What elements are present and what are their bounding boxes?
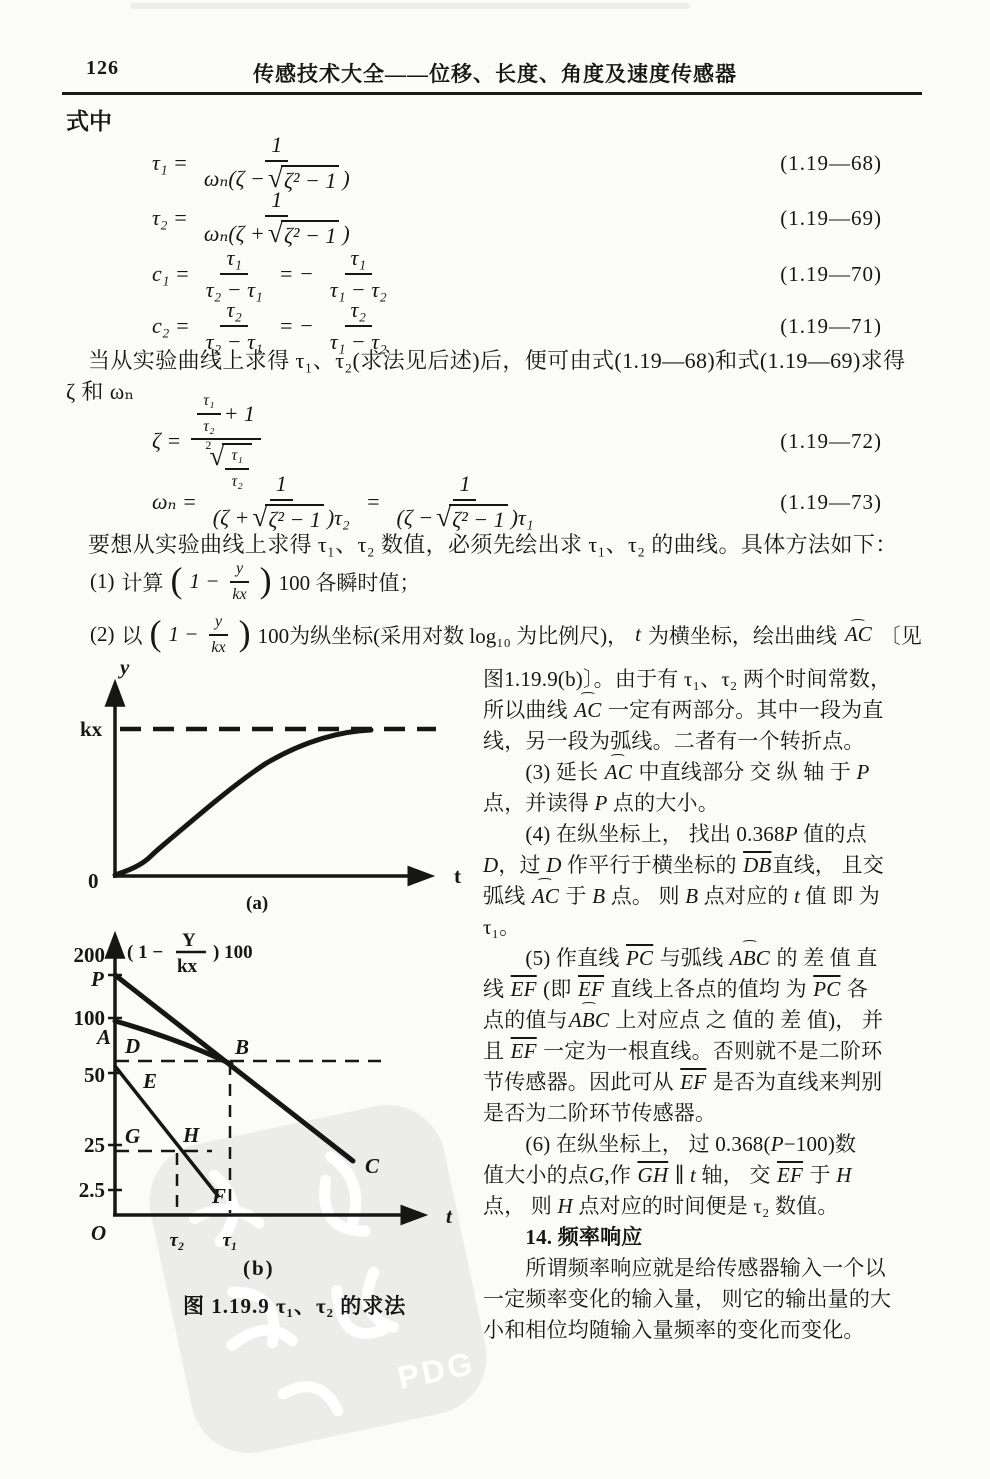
fig-b-tau1-label: τ₁ xyxy=(222,1230,238,1251)
equation-1-19-70: c₁ = $\frac{\text{τ₁}}{\text{τ₂ − τ₁}}$ = − $\frac{\text{τ₁}}{\text{τ₁ − τ₂}}$ (1.19—70) xyxy=(152,245,882,303)
fig-b-point-A: A xyxy=(97,1025,112,1049)
fig-b-point-C: C xyxy=(365,1154,380,1178)
fig-b-origin-O: O xyxy=(91,1221,107,1245)
eq70-number: (1.19—70) xyxy=(780,261,882,286)
paragraph-zeta-omega: ζ 和 ωₙ xyxy=(66,379,135,404)
fig-a-response-curve xyxy=(115,730,371,875)
eq69-number: (1.19—69) xyxy=(780,205,882,230)
fig-b-tick-2-5: 2.5 xyxy=(78,1178,105,1202)
fig-a-caption: (a) xyxy=(246,893,269,914)
text-line: 线 $\overline{EF}$ (即 $\overline{EF}$ 直线上各点的值均 为 $\overline{PC}$ 各 xyxy=(483,977,869,1001)
text-line: 所以曲线 ⌢ AC 一定有两部分。其中一段为直 xyxy=(483,695,948,726)
fig-b-pc-line xyxy=(115,975,353,1161)
fig-b-tick-200: 200 xyxy=(73,943,105,967)
fig-a-kx-label: kx xyxy=(80,717,103,741)
text-line: 一定频率变化的输入量， 则它的输出量的大 xyxy=(483,1287,892,1311)
wherein-label: 式中 xyxy=(66,109,112,134)
fig-b-tick-25: 25 xyxy=(84,1133,105,1157)
fig-b-formula-denominator: kx xyxy=(177,956,198,977)
eq68-lhs: τ₁ = xyxy=(152,150,188,176)
fig-b-t-label: t xyxy=(446,1204,452,1228)
eq73-lhs: ωₙ = xyxy=(152,489,197,515)
text-line: 值大小的点G,作 $\overline{GH}$ ∥ t 轴， 交 $\overline{EF}$ 于 H xyxy=(483,1163,852,1187)
eq72-fraction: τ₁ τ₂ + 1 2 √ $\frac{\text{τ₁}}{\text{τ₂}}$ xyxy=(191,392,261,490)
text-line: D，过 D 作平行于横坐标的 $\overline{DB}$直线， 且交 xyxy=(483,853,884,877)
fig-b-point-P: P xyxy=(91,967,104,991)
text-line: 点的值与⌢ ABC 上对应点 之 值的 差 值)， 并 xyxy=(483,1005,948,1036)
fig-a-origin-label: 0 xyxy=(88,869,99,893)
fig-b-point-B: B xyxy=(235,1035,250,1059)
fig-b-point-H: H xyxy=(183,1123,200,1147)
eq73-number: (1.19—73) xyxy=(780,489,882,514)
text-line: 且 $\overline{EF}$ 一定为一根直线。否则就不是二阶环 xyxy=(483,1039,883,1063)
fig-b-tau2-label: τ₂ xyxy=(169,1230,185,1251)
text-line: (3) 延长 ⌢ AC 中直线部分 交 纵 轴 于 P xyxy=(483,757,948,788)
text-line: 14. 频率响应 xyxy=(483,1225,643,1249)
text-line: 所谓频率响应就是给传感器输入一个以 xyxy=(483,1256,886,1280)
paragraph-tau-found: 当从实验曲线上求得 τ₁、τ₂(求法见后述)后，便可由式(1.19—68)和式(1.19—69)求得 xyxy=(88,348,906,373)
fig-a-y-label: y xyxy=(120,655,130,679)
text-line: (4) 在纵坐标上， 找出 0.368P 值的点 xyxy=(483,822,867,846)
text-line: 点，并读得 P 点的大小。 xyxy=(483,791,719,815)
figure-b-plot xyxy=(55,916,487,1256)
equation-1-19-71: c₂ = $\frac{\text{τ₂}}{\text{τ₂ − τ₁}}$ = − $\frac{\text{τ₂}}{\text{τ₁ − τ₂}}$ (1.19—71) xyxy=(152,297,882,355)
text-line: (6) 在纵坐标上， 过 0.368(P−100)数 xyxy=(483,1132,857,1156)
text-line: 线，另一段为弧线。二者有一个转折点。 xyxy=(483,729,865,753)
page-number: 126 xyxy=(86,57,119,79)
fig-b-tick-100: 100 xyxy=(73,1006,105,1030)
text-line: 节传感器。因此可从 $\overline{EF}$ 是否为直线来判别 xyxy=(483,1070,883,1094)
eq69-lhs: τ₂ = xyxy=(152,205,188,231)
eq70-lhs: c₁ = xyxy=(152,261,190,287)
eq68-number: (1.19—68) xyxy=(780,150,882,175)
fig-b-point-G: G xyxy=(125,1124,141,1148)
eq68-fraction: 1 ωₙ(ζ − √ ζ² − 1 ) xyxy=(203,132,350,194)
fig-b-formula-numerator: Y xyxy=(182,930,196,951)
eq71-lhs: c₂ = xyxy=(152,313,190,339)
fig-a-t-label: t xyxy=(454,864,461,888)
figure-a-plot xyxy=(58,656,482,914)
header-rule xyxy=(62,92,922,95)
text-line: 弧线 ⌢ AC 于 B 点。 则 B 点对应的 t 值 即 为 xyxy=(483,881,948,912)
equation-1-19-68 xyxy=(152,133,882,193)
fig-b-formula-close: ) 100 xyxy=(213,942,253,963)
fig-b-point-E: E xyxy=(143,1069,158,1093)
figure-caption: 图 1.19.9 τ₁、τ₂ 的求法 xyxy=(183,1294,407,1318)
text-line: (5) 作直线 $\overline{PC}$ 与弧线 ⌢ ABC 的 差 值 直 xyxy=(483,943,948,974)
fig-b-point-D: D xyxy=(125,1034,141,1058)
figure-b-sublabel: (b) xyxy=(243,1256,275,1280)
fig-b-point-F: F xyxy=(212,1184,227,1208)
running-head-title: 传感技术大全——位移、长度、角度及速度传感器 xyxy=(253,62,737,86)
equation-1-19-69 xyxy=(152,188,882,248)
eq72-number: (1.19—72) xyxy=(780,428,882,453)
eq69-fraction: 1 ωₙ(ζ + √ ζ² − 1 ) xyxy=(203,187,350,249)
text-line: 小和相位均随输入量频率的变化而变化。 xyxy=(483,1318,865,1342)
fig-b-formula-open: ( 1 − xyxy=(127,942,164,963)
fig-b-tick-50: 50 xyxy=(84,1063,105,1087)
paragraph-method-intro: 要想从实验曲线上求得 τ₁、τ₂ 数值，必须先绘出求 τ₁、τ₂ 的曲线。具体方法如下： xyxy=(88,532,898,557)
text-line: τ₁。 xyxy=(483,915,521,939)
method-step-2: (2) 以 ( 1 − $\frac{y}{kx}$ ) 100为纵坐标(采用对数 log₁₀ 为比例尺)， t 为横坐标，绘出曲线 ⌢ AC 〔见 xyxy=(90,613,922,656)
watermark-pdg-label: PDG xyxy=(394,1344,479,1397)
text-line: 点， 则 H 点对应的时间便是 τ₂ 数值。 xyxy=(483,1194,839,1218)
right-column xyxy=(483,664,948,1346)
text-line: 是否为二阶环节传感器。 xyxy=(483,1101,717,1125)
eq72-lhs: ζ = xyxy=(152,428,182,454)
text-line: 图1.19.9(b)〕。由于有 τ₁、τ₂ 两个时间常数， xyxy=(483,667,892,691)
method-step-1: (1) 计算 ( 1 − $\frac{y}{kx}$ ) 100 各瞬时值； xyxy=(90,559,421,603)
eq71-number: (1.19—71) xyxy=(780,313,882,338)
equation-1-19-73: ωₙ = 1 (ζ + √ ζ² − 1 )τ₂ = 1 (ζ − √ ζ² − 1 )τ₁ (1.19—73) xyxy=(152,471,882,533)
